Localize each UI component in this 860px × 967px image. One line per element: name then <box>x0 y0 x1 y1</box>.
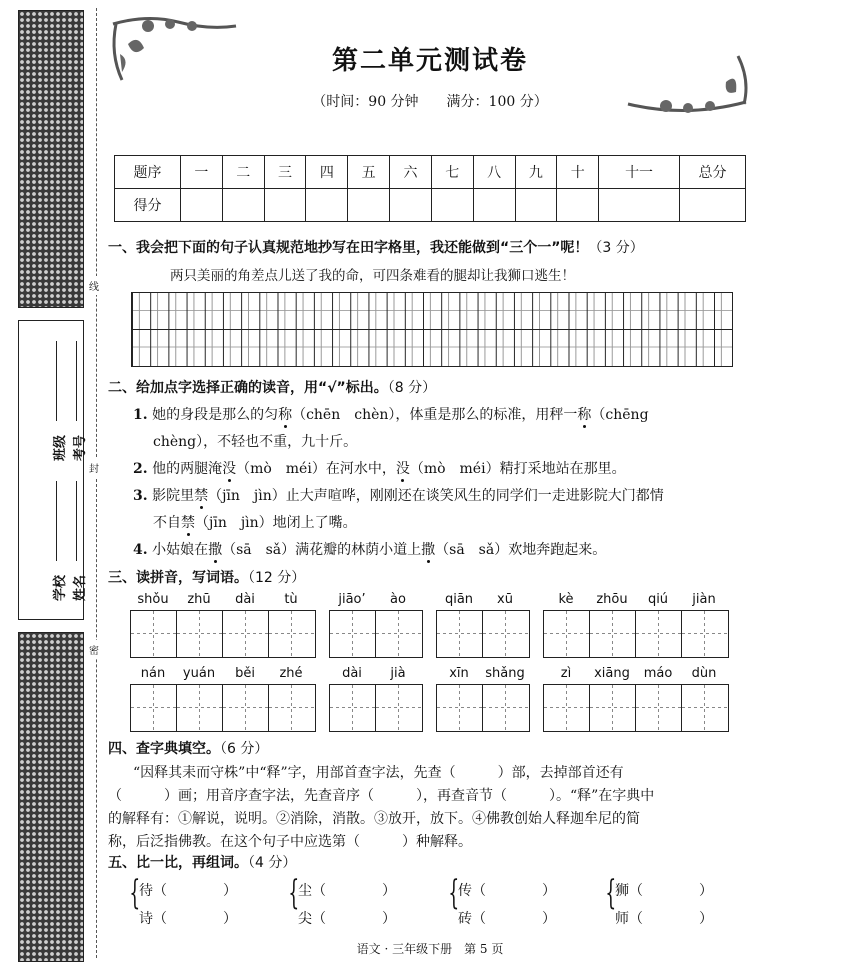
item-text: （chēng <box>591 407 649 423</box>
item-number: 2. <box>133 461 148 477</box>
char-box[interactable] <box>590 685 636 731</box>
class-label: 班级 <box>53 434 68 461</box>
section3-heading-text: 三、读拼音，写词语。 <box>108 570 248 586</box>
brace: { <box>605 873 617 913</box>
char-box[interactable] <box>223 685 269 731</box>
name-label: 姓名 <box>73 574 88 601</box>
section3-points: （12 分） <box>248 570 306 586</box>
section4-heading <box>108 738 268 758</box>
page-footer: 语文 · 三年级下册 第 5 页 <box>356 942 504 956</box>
char-box[interactable] <box>483 611 529 657</box>
score-cell[interactable] <box>222 189 264 222</box>
char-box[interactable] <box>177 611 223 657</box>
score-cell[interactable] <box>181 189 223 222</box>
item-number: 3. <box>133 488 148 504</box>
pinyin: qiān <box>444 592 474 607</box>
word-pair-item[interactable]: 尖（ ） <box>298 911 396 927</box>
item-text: （sā sǎ）欢地奔跑起来。 <box>435 542 607 558</box>
char-box[interactable] <box>223 611 269 657</box>
pinyin: běi <box>235 666 255 681</box>
item-number: 4. <box>133 542 148 558</box>
pinyin-group <box>130 666 316 732</box>
pinyin: jià <box>390 666 406 681</box>
char-box[interactable] <box>544 611 590 657</box>
section1-heading <box>108 237 644 257</box>
section2-points: （8 分） <box>387 380 437 396</box>
char-box[interactable] <box>330 685 376 731</box>
pinyin-group <box>543 592 729 658</box>
score-header-cell: 八 <box>473 156 515 189</box>
item-text: （mò méi）精打采地站在那里。 <box>409 461 626 477</box>
item-text: 不自 <box>153 515 181 531</box>
score-cell[interactable] <box>557 189 599 222</box>
exam-no-label: 考号 <box>73 434 88 461</box>
score-cell[interactable] <box>348 189 390 222</box>
section4-points: （6 分） <box>220 741 269 757</box>
score-table-header-row <box>115 156 746 189</box>
section2-heading <box>108 377 436 397</box>
score-cell[interactable] <box>680 189 746 222</box>
s4-line: （ ）画；用音序查字法，先查音序（ ），再查音节（ ）。“释”在字典中 <box>108 788 655 804</box>
score-header-cell: 三 <box>264 156 306 189</box>
s2-item1-line2: chèng），不轻也不重，九十斤。 <box>153 434 358 450</box>
school-label: 学校 <box>53 574 68 601</box>
pinyin: zhōu <box>596 592 628 607</box>
pinyin: nán <box>140 666 166 681</box>
pinyin: dài <box>342 666 362 681</box>
pinyin: xiāng <box>594 666 630 681</box>
item-text: （jīn jìn）地闭上了嘴。 <box>195 515 357 531</box>
s4-line: 的解释有：①解说，说明。②消除，消散。③放开，放下。④佛教创始人释迦牟尼的简 <box>108 811 640 827</box>
char-box[interactable] <box>330 611 376 657</box>
s2-item2 <box>133 458 626 478</box>
item-text: （mò méi）在河水中， <box>236 461 396 477</box>
dotted-char: 撒 <box>208 542 223 558</box>
dotted-char: 称 <box>577 407 592 423</box>
word-pair-item[interactable]: 狮（ ） <box>615 883 713 899</box>
char-box[interactable] <box>590 611 636 657</box>
dotted-char: 没 <box>222 461 237 477</box>
char-box[interactable] <box>131 611 177 657</box>
s2-item4 <box>133 539 606 559</box>
pinyin: zhé <box>279 666 303 681</box>
pinyin: yuán <box>182 666 216 681</box>
section3-heading <box>108 567 305 587</box>
pinyin: zhū <box>187 592 211 607</box>
cut-line <box>96 8 97 958</box>
char-box[interactable] <box>131 685 177 731</box>
word-pair-item[interactable]: 传（ ） <box>458 883 556 899</box>
section1-points: （3 分） <box>588 240 644 256</box>
pinyin-group <box>130 592 316 658</box>
score-header-cell: 二 <box>222 156 264 189</box>
char-box[interactable] <box>269 611 315 657</box>
pinyin: zì <box>560 666 572 681</box>
pinyin: dài <box>235 592 255 607</box>
word-pair-item[interactable]: 尘（ ） <box>298 883 396 899</box>
school-field[interactable] <box>56 481 57 561</box>
s2-item1-line1 <box>133 404 649 424</box>
section5-heading <box>108 852 296 872</box>
item-text: 小姑娘在 <box>152 542 209 558</box>
char-box[interactable] <box>544 685 590 731</box>
s4-line: 称，后泛指佛教。在这个句子中应选第（ ）种解释。 <box>108 834 472 850</box>
pinyin: xū <box>497 592 513 607</box>
score-row-label: 得分 <box>115 189 181 222</box>
pinyin: xīn <box>449 666 469 681</box>
item-number: 1. <box>133 407 148 423</box>
item-text: 她的身段是那么的匀 <box>152 407 279 423</box>
section5-heading-text: 五、比一比，再组词。 <box>108 855 248 871</box>
page-title: 第二单元测试卷 <box>331 46 528 76</box>
char-box[interactable] <box>177 685 223 731</box>
score-table-score-row <box>115 189 746 222</box>
score-header-cell: 九 <box>515 156 557 189</box>
word-pair-item[interactable]: 师（ ） <box>615 911 713 927</box>
char-box[interactable] <box>682 611 728 657</box>
char-box[interactable] <box>376 685 422 731</box>
cut-mark-xian: 线 <box>89 276 99 295</box>
pinyin: ào <box>390 592 406 607</box>
pinyin: dùn <box>691 666 717 681</box>
char-box[interactable] <box>483 685 529 731</box>
score-header-cell: 一 <box>181 156 223 189</box>
word-pair-item[interactable]: 砖（ ） <box>458 911 556 927</box>
pinyin: jiāo’ <box>338 592 366 607</box>
pinyin: jiàn <box>692 592 716 607</box>
score-header-cell: 四 <box>306 156 348 189</box>
item-text: （chēn chèn），体重是那么的标准，用秤一 <box>292 407 578 423</box>
char-box[interactable] <box>376 611 422 657</box>
score-header-cell: 五 <box>348 156 390 189</box>
copy-sentence: 两只美丽的角差点儿送了我的命，可四条难看的腿却让我狮口逃生！ <box>170 268 575 284</box>
class-field[interactable] <box>56 341 57 421</box>
score-cell[interactable] <box>473 189 515 222</box>
dotted-char: 禁 <box>194 488 209 504</box>
section5-points: （4 分） <box>248 855 297 871</box>
cut-mark-feng: 封 <box>89 458 99 477</box>
writing-grid[interactable] <box>131 292 733 367</box>
char-box[interactable] <box>682 685 728 731</box>
pinyin: shǒu <box>137 592 169 607</box>
pinyin-group <box>543 666 729 732</box>
score-header-cell: 七 <box>431 156 473 189</box>
dotted-char: 没 <box>395 461 410 477</box>
score-cell[interactable] <box>515 189 557 222</box>
score-header-cell: 题序 <box>115 156 181 189</box>
score-cell[interactable] <box>264 189 306 222</box>
item-text: （sā sǎ）满花瓣的林荫小道上 <box>222 542 422 558</box>
score-table <box>114 155 746 222</box>
char-box[interactable] <box>636 685 682 731</box>
score-header-cell: 六 <box>390 156 432 189</box>
name-field[interactable] <box>76 481 77 561</box>
score-cell[interactable] <box>431 189 473 222</box>
char-box[interactable] <box>437 611 483 657</box>
score-cell[interactable] <box>306 189 348 222</box>
dotted-char: 撒 <box>421 542 436 558</box>
cut-mark-mi: 密 <box>89 640 99 659</box>
pinyin: shǎng <box>485 666 525 681</box>
exam-no-field[interactable] <box>76 341 77 421</box>
pinyin-group <box>436 666 530 732</box>
char-box[interactable] <box>269 685 315 731</box>
score-header-cell: 十 <box>557 156 599 189</box>
pinyin: qiú <box>647 592 669 607</box>
score-cell[interactable] <box>390 189 432 222</box>
item-text: 影院里 <box>152 488 195 504</box>
score-header-cell: 十一 <box>599 156 680 189</box>
section1-heading-text: 一、我会把下面的句子认真规范地抄写在田字格里，我还能做到“三个一”呢！ <box>108 240 589 256</box>
brace: { <box>288 873 300 913</box>
item-text: （jīn jìn）止大声喧哗，刚刚还在谈笑风生的同学们一走进影院大门都情 <box>208 488 664 504</box>
section4-heading-text: 四、查字典填空。 <box>108 741 220 757</box>
s4-line: “因释其耒而守株”中“释”字，用部首查字法，先查（ ）部，去掉部首还有 <box>133 765 624 781</box>
char-box[interactable] <box>636 611 682 657</box>
pinyin-group <box>329 592 423 658</box>
exam-info: （时间：90 分钟 满分：100 分） <box>312 94 548 110</box>
student-info-box <box>18 320 88 620</box>
brace: { <box>448 873 460 913</box>
binding-pattern-bottom <box>18 632 84 962</box>
dotted-char: 称 <box>278 407 293 423</box>
pinyin: tù <box>284 592 298 607</box>
pinyin-group <box>436 592 530 658</box>
pinyin-group <box>329 666 423 732</box>
pinyin: máo <box>643 666 673 681</box>
pinyin: kè <box>558 592 574 607</box>
score-cell[interactable] <box>599 189 680 222</box>
item-text: 他的两腿淹 <box>152 461 223 477</box>
section2-heading-text: 二、给加点字选择正确的读音，用“√”标出。 <box>108 380 388 396</box>
word-pair-item[interactable]: 诗（ ） <box>139 911 237 927</box>
s2-item3-line2 <box>153 512 357 532</box>
score-header-cell: 总分 <box>680 156 746 189</box>
char-box[interactable] <box>437 685 483 731</box>
word-pair-item[interactable]: 待（ ） <box>139 883 237 899</box>
dotted-char: 禁 <box>181 515 195 531</box>
s2-item3-line1 <box>133 485 664 505</box>
brace: { <box>129 873 141 913</box>
